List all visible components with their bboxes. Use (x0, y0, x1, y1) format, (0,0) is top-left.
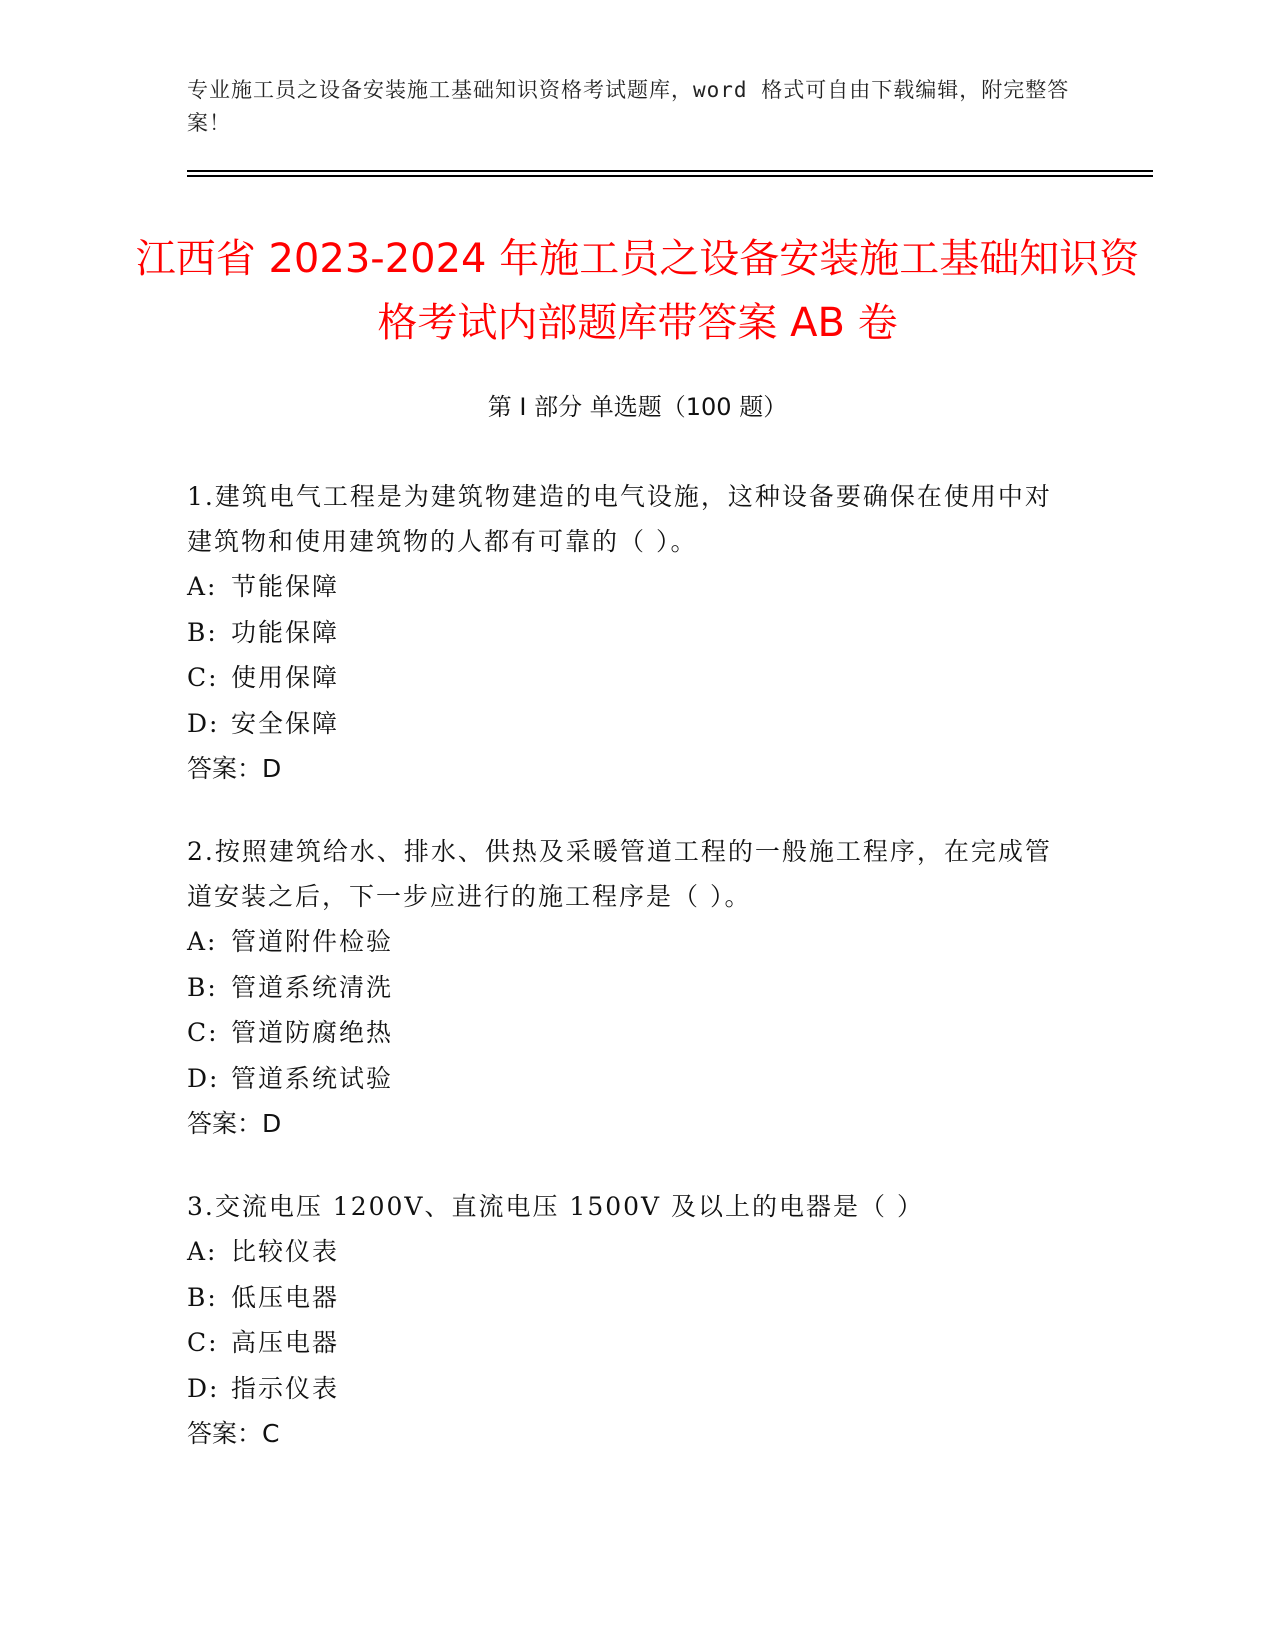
option-text: 管道附件检验 (231, 927, 394, 956)
question-stem: 2.按照建筑给水、排水、供热及采暖管道工程的一般施工程序，在完成管道安装之后，下一步应进行的施工程序是（ ）。 (187, 837, 1052, 911)
option-key: A: (187, 927, 218, 956)
option-text: 节能保障 (231, 572, 340, 601)
answer: 答案：D (187, 754, 282, 783)
option-text: 功能保障 (231, 617, 340, 647)
option-key: A: (187, 572, 218, 601)
option-text: 比较仪表 (231, 1237, 340, 1266)
question-list (187, 474, 1067, 1494)
option-b (187, 610, 1067, 656)
option-a (187, 564, 1067, 610)
option-d (187, 701, 1067, 747)
option-text: 使用保障 (231, 663, 340, 692)
option-text: 指示仪表 (231, 1373, 340, 1403)
document-title: 江西省 2023-2024 年施工员之设备安装施工基础知识资格考试内部题库带答案 AB 卷 (135, 236, 1140, 346)
option-text: 低压电器 (231, 1282, 340, 1312)
option-text: 管道防腐绝热 (231, 1018, 394, 1047)
option-b (187, 965, 1067, 1011)
answer: 答案：D (187, 1109, 282, 1138)
option-text: 管道系统试验 (231, 1063, 394, 1093)
option-text: 高压电器 (231, 1328, 340, 1357)
option-key: B: (187, 1282, 218, 1312)
option-key: D: (187, 708, 220, 738)
option-key: D: (187, 1063, 220, 1093)
option-key: B: (187, 617, 218, 647)
question-3 (187, 1184, 1067, 1456)
header-note: 专业施工员之设备安装施工基础知识资格考试题库，word 格式可自由下载编辑，附完整答案！ (187, 78, 1070, 135)
option-text: 安全保障 (231, 708, 340, 738)
option-c (187, 1320, 1067, 1366)
option-key: B: (187, 972, 218, 1002)
question-2 (187, 829, 1067, 1146)
question-stem: 1.建筑电气工程是为建筑物建造的电气设施，这种设备要确保在使用中对建筑物和使用建筑物的人都有可靠的（ ）。 (187, 482, 1052, 556)
option-a (187, 1229, 1067, 1275)
header-divider-bottom (187, 175, 1153, 177)
option-d (187, 1366, 1067, 1412)
option-d (187, 1056, 1067, 1102)
option-key: C: (187, 663, 219, 692)
answer: 答案：C (187, 1419, 280, 1448)
option-text: 管道系统清洗 (231, 972, 394, 1002)
question-stem: 3.交流电压 1200V、直流电压 1500V 及以上的电器是（ ） (187, 1192, 924, 1221)
option-key: C: (187, 1018, 219, 1047)
option-key: A: (187, 1237, 218, 1266)
option-key: C: (187, 1328, 219, 1357)
header-divider-top (187, 170, 1153, 172)
option-b (187, 1275, 1067, 1321)
section-heading: 第 I 部分 单选题（100 题） (487, 393, 788, 421)
question-1 (187, 474, 1067, 791)
option-a (187, 919, 1067, 965)
option-c (187, 1010, 1067, 1056)
option-key: D: (187, 1373, 220, 1403)
option-c (187, 655, 1067, 701)
